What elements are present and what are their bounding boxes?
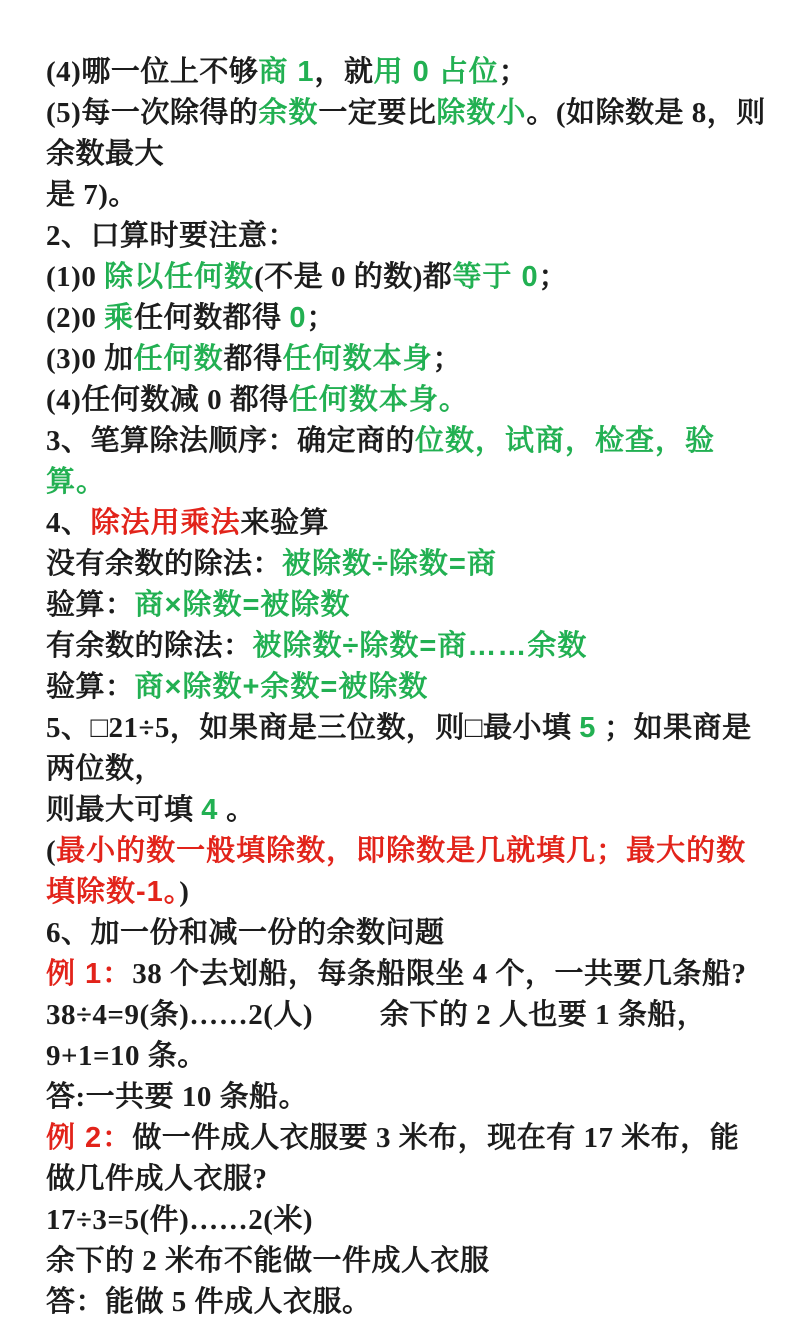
text-line [46,544,767,585]
text-line [46,831,767,913]
text-line [46,1077,767,1118]
text-segment: ) [179,876,190,908]
text-segment: ； [306,302,337,334]
text-segment: 商×除数=被除数 [134,589,351,621]
text-segment: 例 2： [46,1122,133,1154]
text-segment: ，就 [314,56,374,88]
text-line [46,216,767,257]
text-segment: 被除数÷除数=商……余数 [252,630,588,662]
text-segment: ；如果商是两位数， [46,712,752,785]
text-segment: 6、加一份和减一份的余数问题 [46,917,445,949]
text-line [46,93,767,175]
text-segment: 除数小 [436,97,527,129]
text-segment: 。(如除数是 8，则余数最大 [46,97,766,170]
text-segment: 乘 [104,302,135,334]
text-segment: (2)0 [46,302,105,334]
text-segment: (4)哪一位上不够 [46,56,259,88]
text-line [46,708,767,790]
text-segment: 是 7)。 [46,179,138,211]
text-segment: 商 1 [258,56,315,88]
text-line [46,380,767,421]
text-line [46,1200,767,1241]
text-segment: 任何数本身。 [288,384,469,416]
text-line [46,995,767,1077]
text-line [46,626,767,667]
text-line [46,1282,767,1323]
text-line [46,175,767,216]
text-segment: 例 1： [46,958,133,990]
text-segment: 都得 [223,343,283,375]
text-segment: ； [432,343,463,375]
text-segment: 一定要比 [318,97,437,129]
text-segment: 验算： [46,589,135,621]
text-segment: 除法用乘法 [90,507,241,539]
text-segment: (1)0 [46,261,105,293]
text-segment: 余下的 2 米布不能做一件成人衣服 [46,1245,490,1277]
text-line [46,339,767,380]
text-segment: ； [538,261,569,293]
text-segment: 5 [579,712,597,744]
text-line [46,913,767,954]
text-segment: ； [498,56,529,88]
text-line [46,503,767,544]
text-segment: 商×除数+余数=被除数 [134,671,429,703]
text-segment: 则最大可填 [46,794,202,826]
text-segment: 38 个去划船，每条船限坐 4 个，一共要几条船? [132,958,747,990]
text-segment: 有余数的除法： [46,630,253,662]
text-line [46,421,767,503]
text-segment: 最小的数一般填除数，即除数是几就填几；最大的数填除数-1。 [46,835,747,908]
text-segment: (4)任何数减 0 都得 [46,384,289,416]
document-body [46,52,767,1323]
text-segment: 用 0 占位 [373,56,499,88]
text-segment: 余数 [258,97,319,129]
text-line [46,1241,767,1282]
text-segment: 验算： [46,671,135,703]
text-segment: 答：能做 5 件成人衣服。 [46,1286,372,1318]
text-segment: 做一件成人衣服要 3 米布，现在有 17 米布，能做几件成人衣服? [46,1122,740,1195]
text-segment: 。 [218,794,256,826]
text-segment: 被除数÷除数=商 [282,548,497,580]
text-segment: 任何数都得 [134,302,290,334]
text-line [46,667,767,708]
text-segment: 38÷4=9(条)……2(人) 余下的 2 人也要 1 条船，9+1=10 条。 [46,999,707,1072]
text-line [46,52,767,93]
text-segment: 4 [201,794,219,826]
text-segment: 17÷3=5(件)……2(米) [46,1204,314,1236]
text-segment: 答:一共要 10 条船。 [46,1081,309,1113]
text-segment: 没有余数的除法： [46,548,283,580]
text-segment: 4、 [46,507,91,539]
text-line [46,954,767,995]
text-line [46,585,767,626]
text-segment: 来验算 [240,507,330,539]
text-segment: 3、笔算除法顺序：确定商的 [46,425,416,457]
text-segment: 5、□21÷5，如果商是三位数，则□最小填 [46,712,580,744]
text-segment: 任何数本身 [282,343,433,375]
text-segment: ( [46,835,57,867]
text-segment: 除以任何数 [104,261,255,293]
text-segment: 0 [289,302,307,334]
text-segment: 等于 0 [452,261,539,293]
text-segment: (5)每一次除得的 [46,97,259,129]
text-line [46,257,767,298]
text-segment: (3)0 加 [46,343,134,375]
text-line [46,298,767,339]
text-segment: 任何数 [133,343,224,375]
text-segment: (不是 0 的数)都 [254,261,453,293]
text-line [46,1118,767,1200]
text-segment: 位数，试商，检查，验算。 [46,425,716,498]
text-segment: 2、口算时要注意： [46,220,298,252]
text-line [46,790,767,831]
